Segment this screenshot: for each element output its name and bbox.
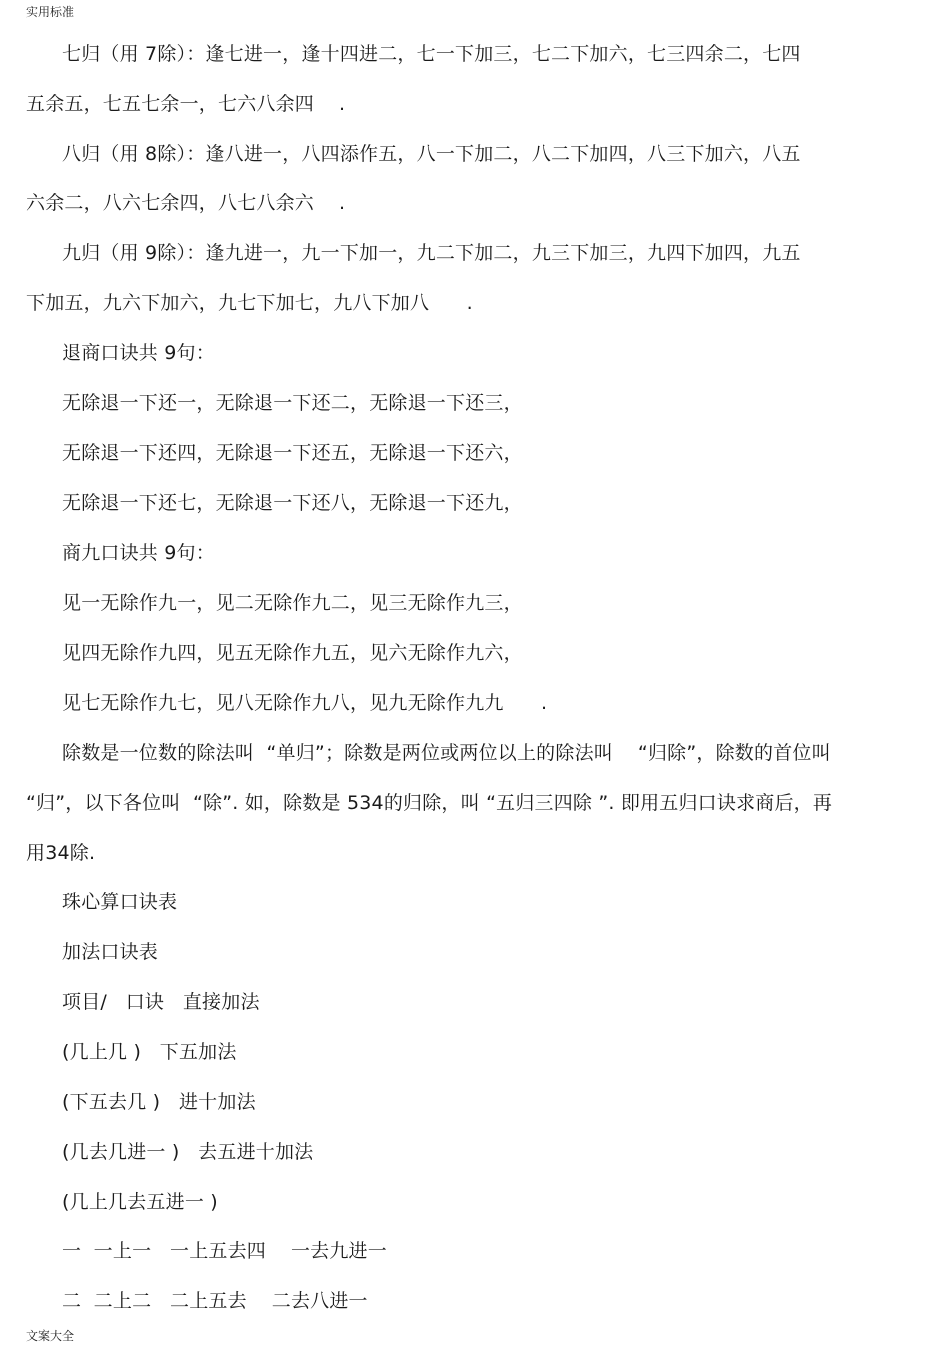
- text-line-jiugui-2: 下加五，九六下加六，九七下加七，九八下加八 .: [26, 292, 473, 314]
- text-line-tuishang-title: 退商口诀共 9句：: [62, 342, 215, 364]
- page-footer: 文案大全: [26, 1329, 75, 1343]
- text-line-paragraph-1: 除数是一位数的除法叫 “单归”；除数是两位或两位以上的除法叫 “归除”，除数的首位叫: [62, 742, 831, 764]
- table-row-label-4: (几上几去五进一 ): [62, 1191, 218, 1213]
- table-row-label-2: (下五去几 ) 进十加法: [62, 1091, 256, 1113]
- text-line-shangjiu-title: 商九口诀共 9句：: [62, 542, 215, 564]
- text-line-paragraph-2: “归”，以下各位叫 “除”. 如，除数是 534的归除，叫 “五归三四除 ”. 即用五归口诀求商后，再: [26, 792, 833, 814]
- table-row-label-3: (几去几进一 ) 去五进十加法: [62, 1141, 314, 1163]
- text-line-qigui-2: 五余五，七五七余一，七六八余四 .: [26, 93, 346, 115]
- text-line-bagui-1: 八归（用 8除）：逢八进一，八四添作五，八一下加二，八二下加四，八三下加六，八五: [62, 143, 801, 165]
- text-line-tuishang-3: 无除退一下还七，无除退一下还八，无除退一下还九，: [62, 492, 523, 514]
- text-line-shangjiu-3: 见七无除作九七，见八无除作九八，见九无除作九九 .: [62, 692, 548, 714]
- table-row-label-1: (几上几 ) 下五加法: [62, 1041, 237, 1063]
- text-line-jiugui-1: 九归（用 9除）：逢九进一，九一下加一，九二下加二，九三下加三，九四下加四，九五: [62, 242, 801, 264]
- text-line-bagui-2: 六余二，八六七余四，八七八余六 .: [26, 192, 346, 214]
- text-line-shangjiu-1: 见一无除作九一，见二无除作九二，见三无除作九三，: [62, 592, 523, 614]
- text-line-shangjiu-2: 见四无除作九四，见五无除作九五，见六无除作九六，: [62, 642, 523, 664]
- text-line-qigui-1: 七归（用 7除）：逢七进一，逢十四进二，七一下加三，七二下加六，七三四余二，七四: [62, 43, 801, 65]
- table-header-row: 项目/ 口诀 直接加法: [62, 991, 260, 1013]
- table-row-two: 二 二上二 二上五去 二去八进一: [62, 1290, 368, 1312]
- text-line-tuishang-1: 无除退一下还一，无除退一下还二，无除退一下还三，: [62, 392, 523, 414]
- text-line-paragraph-3: 用34除.: [26, 842, 96, 864]
- section-heading-jiafa: 加法口诀表: [62, 941, 159, 963]
- page-header: 实用标准: [26, 5, 75, 19]
- table-row-one: 一 一上一 一上五去四 一去九进一: [62, 1240, 387, 1262]
- text-line-tuishang-2: 无除退一下还四，无除退一下还五，无除退一下还六，: [62, 442, 523, 464]
- section-heading-zhuxinsuan: 珠心算口诀表: [62, 891, 178, 913]
